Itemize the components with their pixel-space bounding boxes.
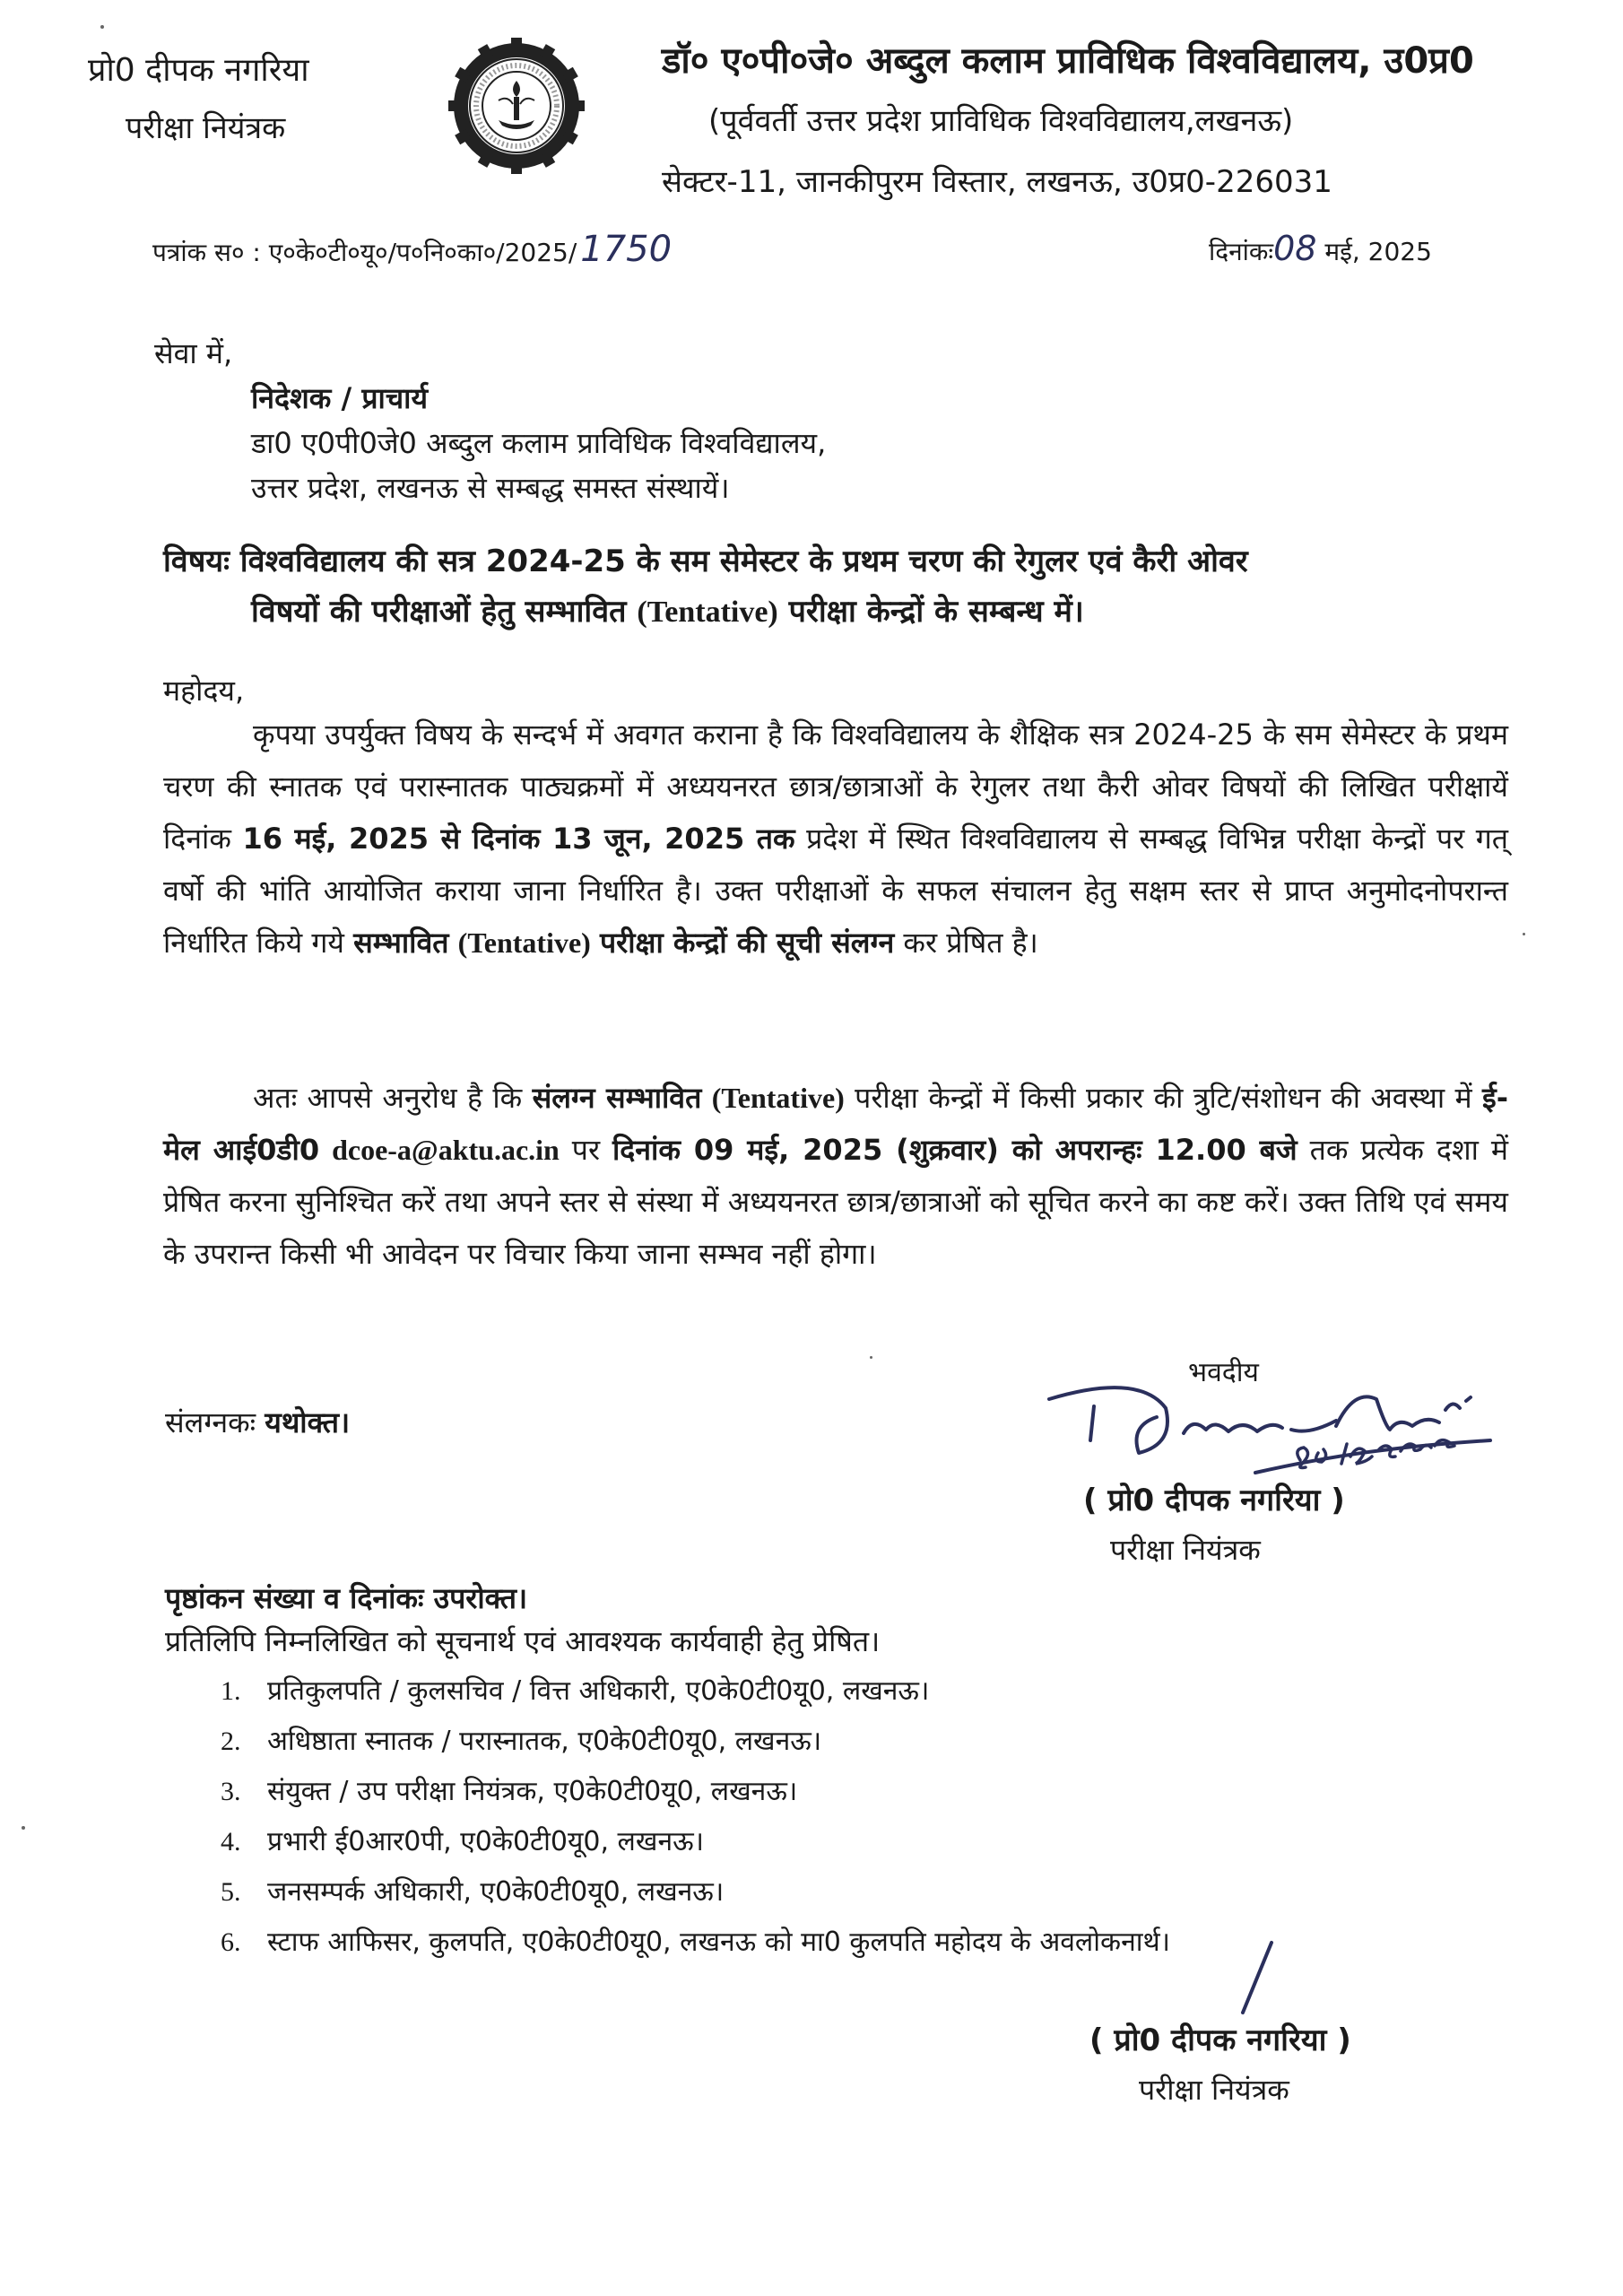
para2-text-1: अतः आपसे अनुरोध है कि	[253, 1081, 523, 1115]
copy-list	[221, 1666, 1170, 1968]
para1-exam-dates: 16 मई, 2025 से दिनांक 13 जून, 2025 तक	[242, 822, 795, 856]
closing: भवदीय	[1188, 1357, 1259, 1388]
date-line	[1209, 229, 1432, 268]
list-item-text: स्टाफ आफिसर, कुलपति, ए0के0टी0यू0, लखनऊ को मा0 कुलपति महोदय के अवलोकनार्थ।	[267, 1926, 1171, 1958]
scan-speck	[870, 1356, 872, 1359]
list-item	[221, 1817, 1170, 1867]
subject-line-2b: परीक्षा केन्द्रों के सम्बन्ध में।	[788, 594, 1084, 630]
date-day-handwritten: 08	[1273, 229, 1317, 268]
reference-line	[152, 229, 672, 270]
scan-speck	[100, 25, 104, 29]
signatory-1-name: ( प्रो0 दीपक नगरिया )	[1083, 1483, 1345, 1518]
endorsement: पृष्ठांकन संख्या व दिनांकः उपरोक्त।	[165, 1581, 528, 1615]
para2-text-3: पर	[571, 1133, 601, 1167]
list-item-number: 5.	[221, 1877, 241, 1907]
body-paragraph-2	[163, 1072, 1508, 1280]
para2-email-label: ई-मेल आई0डी0	[163, 1081, 1508, 1167]
para1-bold-1: सम्भावित	[353, 926, 449, 960]
enclosure-value: यथोक्त।	[265, 1405, 351, 1439]
list-item	[221, 1666, 1170, 1717]
list-item	[221, 1867, 1170, 1918]
subject-line-2	[163, 587, 1508, 638]
reference-label: पत्रांक स० : ए०के०टी०यू०/प०नि०का०/2025/	[152, 238, 577, 267]
list-item-number: 6.	[221, 1927, 241, 1957]
para2-text-2: परीक्षा केन्द्रों में किसी प्रकार की त्रुटि/संशोधन की अवस्था में	[855, 1081, 1472, 1115]
para2-tentative: (Tentative)	[711, 1082, 845, 1114]
body-paragraph-1	[163, 709, 1508, 969]
scan-speck	[1523, 933, 1525, 935]
university-address: सेक्टर-11, जानकीपुरम विस्तार, लखनऊ, उ0प्र0-226031	[662, 164, 1332, 200]
addressee-line-2: डा0 ए0पी0जे0 अब्दुल कलाम प्राविधिक विश्वविद्यालय,	[251, 426, 827, 460]
list-item-number: 1.	[221, 1676, 241, 1706]
contact-email: dcoe-a@aktu.ac.in	[332, 1134, 560, 1166]
para1-bold-2: परीक्षा केन्द्रों की सूची संलग्न	[599, 926, 895, 960]
university-seal-icon	[448, 38, 585, 174]
list-item-number: 4.	[221, 1827, 241, 1857]
para2-deadline: दिनांक 09 मई, 2025 (शुक्रवार) को अपरान्हः 12.00 बजे	[612, 1133, 1298, 1167]
subject-label: विषयः	[163, 544, 230, 579]
list-item	[221, 1918, 1170, 1968]
addressee-line-3: उत्तर प्रदेश, लखनऊ से सम्बद्ध समस्त संस्थायें।	[251, 471, 730, 505]
list-item-number: 2.	[221, 1726, 241, 1756]
addressee-to: सेवा में,	[154, 336, 233, 370]
university-name: डॉ० ए०पी०जे० अब्दुल कलाम प्राविधिक विश्वविद्यालय, उ0प्र0	[662, 40, 1474, 82]
sender-designation: परीक्षा नियंत्रक	[126, 110, 286, 146]
para1-tentative: (Tentative)	[457, 926, 591, 959]
list-item	[221, 1717, 1170, 1767]
list-item-text: प्रभारी ई0आर0पी, ए0के0टी0यू0, लखनऊ।	[267, 1826, 705, 1857]
para2-text-4: तक प्रत्येक दशा में प्रेषित करना सुनिश्चित करें तथा अपने स्तर से संस्था में अध्ययनरत छात्र/छात्राओं को सूचित करने का कष्ट करें। उक्त तिथि एवं समय के उपरान्त किसी भी आवेदन पर विचार किया जाना सम्भव नहीं होगा।	[163, 1133, 1509, 1271]
para1-text-3: कर प्रेषित है।	[903, 926, 1038, 960]
para1-text-1: कृपया उपर्युक्त विषय के सन्दर्भ में अवगत कराना है कि विश्वविद्यालय के शैक्षिक सत्र 2024-25 के सम सेमेस्टर के प्रथम चरण की स्नातक एवं परास्नातक पाठ्यक्रमों में अध्ययनरत छात्र/छात्राओं के रेगुलर तथा कैरी ओवर विषयों की लिखित परीक्षायें दिनांक	[163, 718, 1508, 856]
subject-tentative: (Tentative)	[637, 596, 778, 629]
para2-bold-1: संलग्न सम्भावित	[532, 1081, 702, 1115]
sender-name: प्रो0 दीपक नगरिया	[88, 52, 309, 89]
signatory-1-designation: परीक्षा नियंत्रक	[1110, 1533, 1261, 1567]
subject-line-2a: विषयों की परीक्षाओं हेतु सम्भावित	[251, 594, 627, 630]
list-item-text: प्रतिकुलपति / कुलसचिव / वित्त अधिकारी, ए0के0टी0यू0, लखनऊ।	[267, 1675, 930, 1707]
signatory-2-designation: परीक्षा नियंत्रक	[1139, 2073, 1289, 2107]
enclosure	[165, 1403, 350, 1441]
date-month-year: मई, 2025	[1324, 237, 1432, 266]
scan-speck	[22, 1826, 25, 1830]
signature-initial	[1228, 1937, 1282, 2018]
list-item	[221, 1767, 1170, 1817]
list-item-text: संयुक्त / उप परीक्षा नियंत्रक, ए0के0टी0यू0, लखनऊ।	[267, 1776, 798, 1807]
signatory-2-name: ( प्रो0 दीपक नगरिया )	[1089, 2022, 1351, 2058]
enclosure-label: संलग्नकः	[165, 1405, 256, 1439]
greeting: महोदय,	[163, 674, 245, 708]
addressee-line-1: निदेशक / प्राचार्य	[251, 381, 429, 415]
university-former-name: (पूर्ववर्ती उत्तर प्रदेश प्राविधिक विश्वविद्यालय,लखनऊ)	[708, 103, 1294, 139]
list-item-number: 3.	[221, 1777, 241, 1806]
subject	[163, 536, 1508, 638]
copy-intro: प्रतिलिपि निम्नलिखित को सूचनार्थ एवं आवश्यक कार्यवाही हेतु प्रेषित।	[165, 1624, 881, 1658]
list-item-text: जनसम्पर्क अधिकारी, ए0के0टी0यू0, लखनऊ।	[267, 1876, 725, 1908]
date-label: दिनांकः	[1209, 237, 1274, 266]
reference-number-handwritten: 1750	[580, 229, 673, 270]
list-item-text: अधिष्ठाता स्नातक / परास्नातक, ए0के0टी0यू0, लखनऊ।	[267, 1726, 822, 1757]
subject-line-1: विश्वविद्यालय की सत्र 2024-25 के सम सेमेस्टर के प्रथम चरण की रेगुलर एवं कैरी ओवर	[239, 544, 1248, 579]
para1-text-2: प्रदेश में स्थित विश्वविद्यालय से सम्बद्ध विभिन्न परीक्षा केन्द्रों पर गत् वर्षो की भांति आयोजित कराया जाना निर्धारित है। उक्त परीक्षाओं के सफल संचालन हेतु सक्षम स्तर से प्राप्त अनुमोदनोपरान्त निर्धारित किये गये	[163, 822, 1509, 960]
